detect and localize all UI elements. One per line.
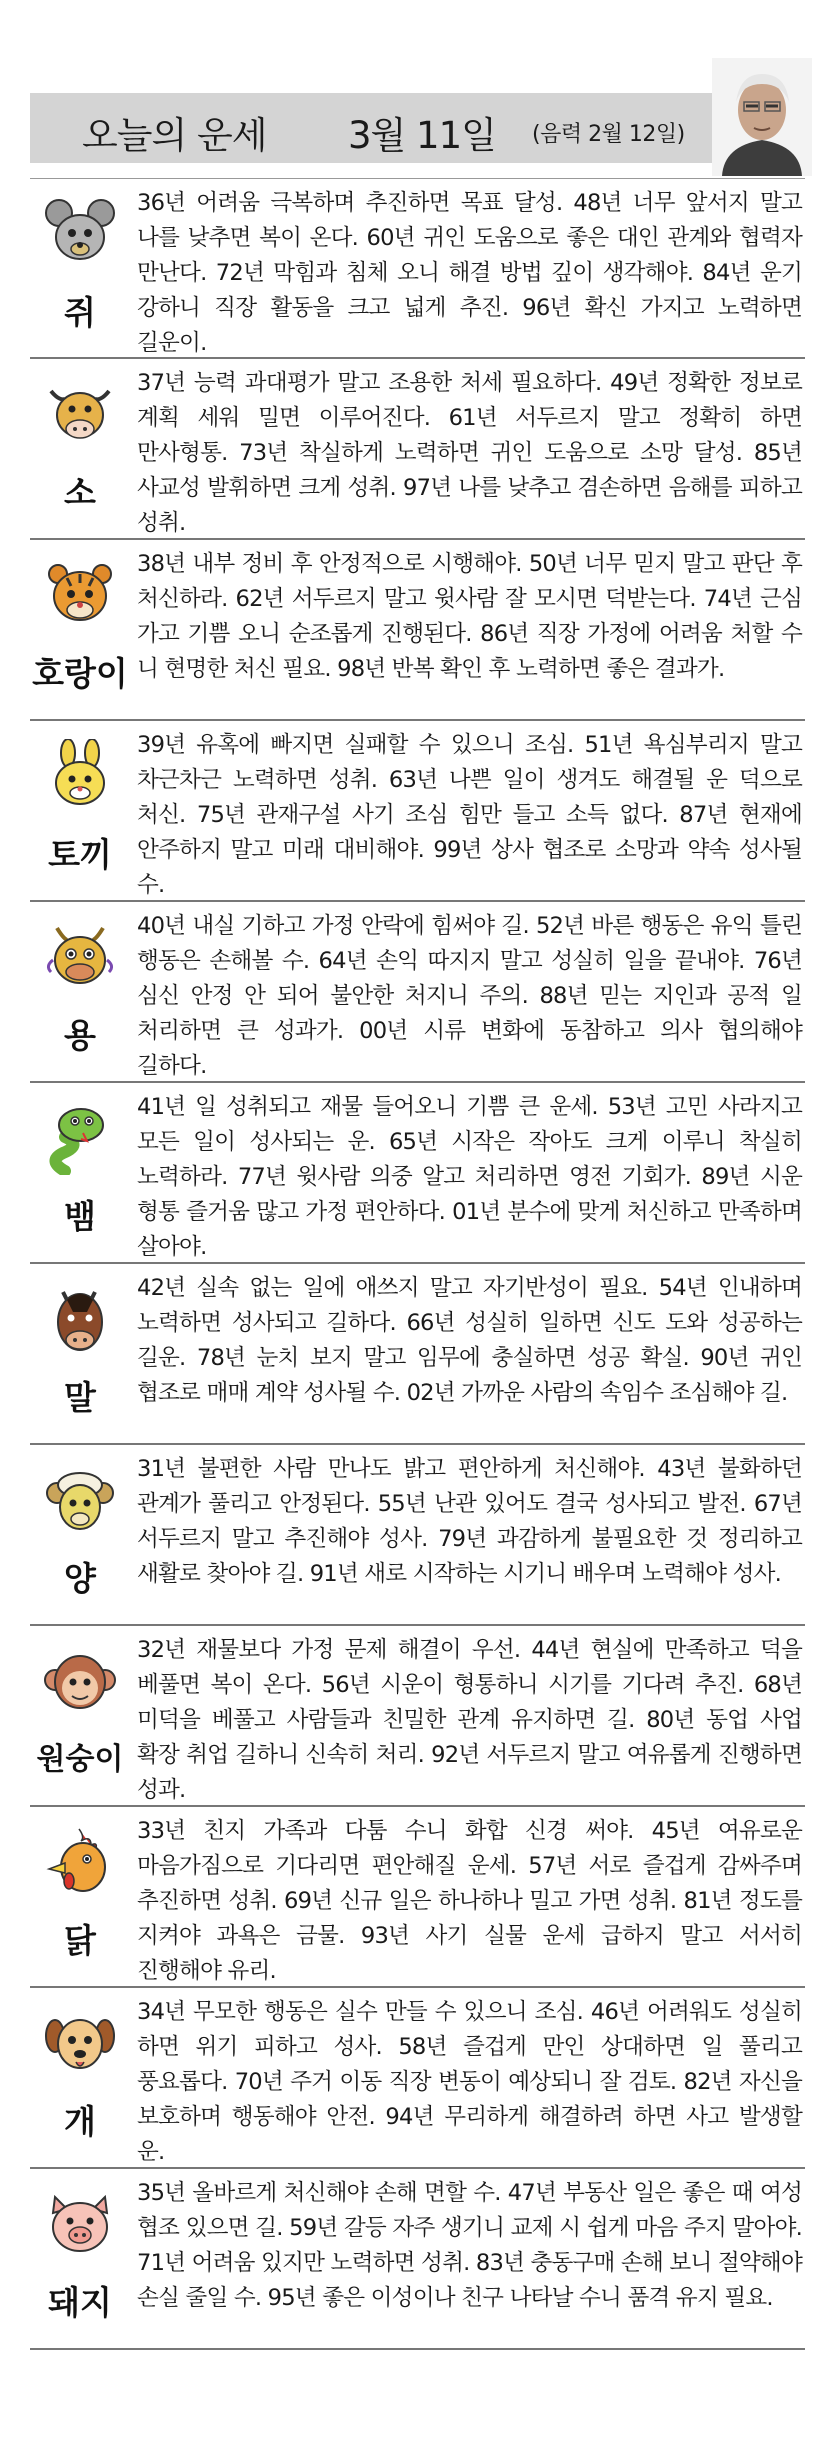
zodiac-name: 닭 [64,1921,96,1960]
zodiac-name: 원숭이 [36,1742,124,1777]
zodiac-name: 말 [64,1378,96,1417]
snake-icon [43,1101,117,1175]
fortune-text: 40년 내실 기하고 가정 안락에 힘써야 길. 52년 바른 행동은 유익 틀린 행동은 손해볼 수. 64년 손익 따지지 말고 성실히 일을 끝내야. 76년 심신 안정 안 되어 불안한 처지니 주의. 88년 믿는 지인과 공적 일 처리하면 큰 성과가. 00년 시류 변화에 동참하고 의사 협의해야 길하다. [137,913,802,1079]
zodiac-name: 호랑이 [32,654,128,693]
dog-icon [43,2006,117,2080]
fortune-row [30,540,805,721]
fortune-list [30,178,805,2350]
zodiac-name: 토끼 [48,835,112,874]
author-portrait [712,58,812,176]
fortune-text: 35년 올바르게 처신해야 손해 면할 수. 47년 부동산 일은 좋은 때 여성 협조 있으면 길. 59년 갈등 자주 생기니 교제 시 쉽게 마음 주지 말아야. 71년 어려움 있지만 노력하면 성취. 83년 충동구매 손해 보니 절약해야 손실 줄일 수. 95년 좋은 이성이나 친구 나타날 수니 품격 유지 필요. [137,2180,802,2311]
fortune-text: 37년 능력 과대평가 말고 조용한 처세 필요하다. 49년 정확한 정보로 계획 세워 밀면 이루어진다. 61년 서두르지 말고 정확히 하면 만사형통. 73년 착실하게 노력하면 귀인 도움으로 소망 달성. 85년 사교성 발휘하면 크게 성취. 97년 나를 낮추고 겸손하면 음해를 피하고 성취. [137,370,802,536]
zodiac-name: 용 [64,1016,96,1055]
fortune-text: 36년 어려움 극복하며 추진하면 목표 달성. 48년 너무 앞서지 말고 나를 낮추면 복이 온다. 60년 귀인 도움으로 좋은 대인 관계와 협력자 만난다. 72년 막힘과 침체 오니 해결 방법 깊이 생각해야. 84년 운기 강하니 직장 활동을 크고 넓게 추진. 96년 확신 가지고 노력하면 길운이. [137,190,802,356]
fortune-text: 42년 실속 없는 일에 애쓰지 말고 자기반성이 필요. 54년 인내하며 노력하면 성사되고 길하다. 66년 성실히 일하면 신도 도와 성공하는 길운. 78년 눈치 보지 말고 임무에 충실하면 성공 확실. 90년 귀인 협조로 매매 계약 성사될 수. 02년 가까운 사람의 속임수 조심해야 길. [137,1275,802,1406]
fortune-text: 34년 무모한 행동은 실수 만들 수 있으니 조심. 46년 어려워도 성실히 하면 위기 피하고 성사. 58년 즐겁게 만인 상대하면 일 풀리고 풍요롭다. 70년 주거 이동 직장 변동이 예상되니 잘 검토. 82년 자신을 보호하며 행동해야 안전. 94년 무리하게 해결하려 하면 사고 발생할 운. [137,1999,802,2165]
header-banner [30,93,805,163]
fortune-row [30,1626,805,1807]
zodiac-cell [30,721,130,900]
horse-icon [43,1282,117,1356]
zodiac-cell [30,540,130,719]
lunar-date-label: (음력 2월 12일) [532,122,685,147]
zodiac-cell [30,902,130,1081]
zodiac-cell [30,1807,130,1986]
fortune-text: 38년 내부 정비 후 안정적으로 시행해야. 50년 너무 믿지 말고 판단 후 처신하라. 62년 서두르지 말고 윗사람 잘 모시면 덕받는다. 74년 근심 가고 기쁨 오니 순조롭게 진행된다. 86년 직장 가정에 어려움 처할 수 니 현명한 처신 필요. 98년 반복 확인 후 노력하면 좋은 결과가. [137,551,802,682]
zodiac-cell [30,2169,130,2348]
fortune-row [30,2169,805,2350]
zodiac-cell [30,179,130,358]
zodiac-cell [30,1988,130,2167]
zodiac-name: 소 [64,473,96,512]
fortune-row [30,359,805,540]
fortune-row [30,178,805,359]
fortune-row [30,1083,805,1264]
ox-icon [43,377,117,451]
fortune-row [30,1264,805,1445]
page-title: 오늘의 운세 [82,114,267,157]
fortune-row [30,1988,805,2169]
zodiac-name: 쥐 [64,293,96,332]
sheep-icon [43,1463,117,1537]
rooster-icon [43,1825,117,1899]
zodiac-cell [30,1445,130,1624]
zodiac-cell [30,1626,130,1805]
fortune-text: 41년 일 성취되고 재물 들어오니 기쁨 큰 운세. 53년 고민 사라지고 모든 일이 성사되는 운. 65년 시작은 작아도 크게 이루니 착실히 노력하라. 77년 윗사람 의중 알고 처리하면 영전 기회가. 89년 시운 형통 즐거움 많고 가정 편안하다. 01년 분수에 맞게 처신하고 만족하며 살아야. [137,1094,802,1260]
zodiac-cell [30,359,130,538]
fortune-row [30,1807,805,1988]
rabbit-icon [43,739,117,813]
rat-icon [43,197,117,271]
dragon-icon [43,920,117,994]
tiger-icon [43,558,117,632]
zodiac-cell [30,1264,130,1443]
zodiac-name: 개 [64,2102,96,2141]
fortune-text: 32년 재물보다 가정 문제 해결이 우선. 44년 현실에 만족하고 덕을 베풀면 복이 온다. 56년 시운이 형통하니 시기를 기다려 추진. 68년 미덕을 베풀고 사람들과 친밀한 관계 유지하면 길. 80년 동업 사업 확장 취업 길하니 신속히 처리. 92년 서두르지 말고 여유롭게 진행하면 성과. [137,1637,802,1803]
zodiac-name: 양 [64,1559,96,1598]
fortune-text: 33년 친지 가족과 다툼 수니 화합 신경 써야. 45년 여유로운 마음가짐으로 기다리면 편안해질 운세. 57년 서로 즐겁게 감싸주며 추진하면 성취. 69년 신규 일은 하나하나 밀고 가면 성취. 81년 정도를 지켜야 과욕은 금물. 93년 사기 실물 운세 급하지 말고 서서히 진행해야 유리. [137,1818,802,1984]
zodiac-name: 뱀 [64,1197,96,1236]
pig-icon [43,2187,117,2261]
fortune-text: 31년 불편한 사람 만나도 밝고 편안하게 처신해야. 43년 불화하던 관계가 풀리고 안정된다. 55년 난관 있어도 결국 성사되고 발전. 67년 서두르지 말고 추진해야 성사. 79년 과감하게 불필요한 것 정리하고 새활로 찾아야 길. 91년 새로 시작하는 시기니 배우며 노력해야 성사. [137,1456,802,1587]
zodiac-cell [30,1083,130,1262]
zodiac-name: 돼지 [48,2283,112,2322]
fortune-row [30,902,805,1083]
monkey-icon [43,1644,117,1718]
fortune-row [30,721,805,902]
date-label: 3월 11일 [348,114,496,157]
fortune-text: 39년 유혹에 빠지면 실패할 수 있으니 조심. 51년 욕심부리지 말고 차근차근 노력하면 성취. 63년 나쁜 일이 생겨도 해결될 운 덕으로 처신. 75년 관재구설 사기 조심 힘만 들고 소득 없다. 87년 현재에 안주하지 말고 미래 대비해야. 99년 상사 협조로 소망과 약속 성사될 수. [137,732,802,898]
fortune-row [30,1445,805,1626]
